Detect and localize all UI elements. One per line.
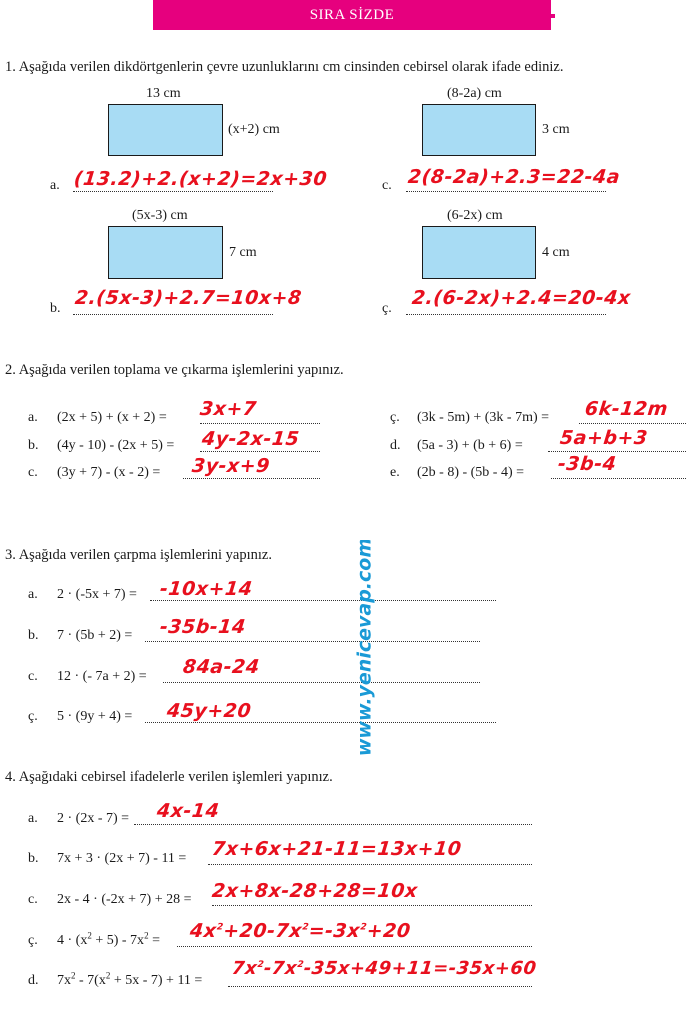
- q2e-answer: -3b-4: [556, 453, 618, 475]
- q1c-side-dim: 3 cm: [542, 122, 570, 137]
- q1-prompt: 1. Aşağıda verilen dikdörtgenlerin çevre uzunluklarını cm cinsinden cebirsel olarak ifade ediniz.: [5, 59, 564, 75]
- q3b-answer-line: [145, 641, 480, 642]
- q4c-answer-line: [212, 905, 532, 906]
- q1b-answer-line: [73, 314, 273, 315]
- q1b-top-dim: (5x-3) cm: [132, 208, 188, 223]
- q2e-answer-line: [551, 478, 686, 479]
- q4b-answer: 7x+6x+21-11=13x+10: [210, 838, 463, 860]
- q1b-rectangle: [108, 226, 223, 279]
- q1cc-answer-line: [406, 314, 606, 315]
- q3c-answer: 84a-24: [181, 656, 261, 678]
- q4-prompt: 4. Aşağıdaki cebirsel ifadelerle verilen işlemleri yapınız.: [5, 769, 333, 785]
- q2cc-answer-line: [579, 423, 686, 424]
- q1cc-rectangle: [422, 226, 536, 279]
- q2cc-answer: 6k-12m: [583, 398, 670, 420]
- q1a-answer-line: [73, 191, 273, 192]
- q3c-letter: c.: [28, 669, 38, 684]
- watermark: [345, 540, 385, 755]
- q4c-letter: c.: [28, 892, 38, 907]
- q3a-answer: -10x+14: [158, 578, 254, 600]
- q1b-side-dim: 7 cm: [229, 245, 257, 260]
- q2-prompt: 2. Aşağıda verilen toplama ve çıkarma işlemlerini yapınız.: [5, 362, 344, 378]
- q3cc-expr: 5 · (9y + 4) =: [57, 709, 133, 724]
- q2c-answer: 3y-x+9: [190, 455, 272, 477]
- q1c-top-dim: (8-2a) cm: [447, 86, 502, 101]
- q2a-letter: a.: [28, 410, 38, 425]
- q3cc-answer: 45y+20: [165, 700, 253, 722]
- q3c-expr: 12 · (- 7a + 2) =: [57, 669, 147, 684]
- q2d-expr: (5a - 3) + (b + 6) =: [417, 438, 523, 453]
- q1b-answer: 2.(5x-3)+2.7=10x+8: [73, 287, 303, 309]
- q1c-letter: c.: [382, 178, 392, 193]
- q1a-answer: (13.2)+2.(x+2)=2x+30: [72, 168, 329, 190]
- q2c-answer-line: [183, 478, 320, 479]
- q4a-answer: 4x-14: [155, 800, 221, 822]
- q2d-answer-line: [548, 451, 686, 452]
- q1a-top-dim: 13 cm: [146, 86, 181, 101]
- q1a-side-dim: (x+2) cm: [228, 122, 280, 137]
- q1cc-letter: ç.: [382, 301, 392, 316]
- q2d-letter: d.: [390, 438, 401, 453]
- q4cc-answer-line: [177, 946, 532, 947]
- q3c-answer-line: [163, 682, 480, 683]
- q4a-letter: a.: [28, 811, 38, 826]
- q1c-answer: 2(8-2a)+2.3=22-4a: [406, 166, 622, 188]
- q2a-answer: 3x+7: [198, 398, 258, 420]
- q2e-expr: (2b - 8) - (5b - 4) =: [417, 465, 525, 480]
- q2cc-expr: (3k - 5m) + (3k - 7m) =: [417, 410, 550, 425]
- section-title: SIRA SİZDE: [309, 6, 395, 23]
- q2a-answer-line: [200, 423, 320, 424]
- q4a-expr: 2 · (2x - 7) =: [57, 811, 130, 826]
- q1a-rectangle: [108, 104, 223, 156]
- header-accent-mark: [549, 14, 555, 18]
- q4c-answer: 2x+8x-28+28=10x: [210, 880, 419, 902]
- q4b-expr: 7x + 3 · (2x + 7) - 11 =: [57, 851, 187, 866]
- q3a-answer-line: [150, 600, 496, 601]
- section-header: [153, 0, 551, 30]
- q1cc-side-dim: 4 cm: [542, 245, 570, 260]
- q1b-letter: b.: [50, 301, 61, 316]
- q4cc-answer: $4x^2+20-7x^2=-3x^2+20$: [188, 920, 412, 942]
- q1cc-top-dim: (6-2x) cm: [447, 208, 503, 223]
- q4cc-letter: ç.: [28, 933, 38, 948]
- q3cc-letter: ç.: [28, 709, 38, 724]
- q2d-answer: 5a+b+3: [558, 427, 649, 449]
- q1c-answer-line: [406, 191, 606, 192]
- q2e-letter: e.: [390, 465, 400, 480]
- q4d-letter: d.: [28, 973, 39, 988]
- q2b-answer-line: [200, 451, 320, 452]
- q4b-letter: b.: [28, 851, 39, 866]
- q3-prompt: 3. Aşağıda verilen çarpma işlemlerini yapınız.: [5, 547, 272, 563]
- q4d-answer-line: [228, 986, 532, 987]
- q3b-answer: -35b-14: [158, 616, 247, 638]
- watermark-text: www.yenicevap.com: [353, 540, 376, 755]
- q2c-expr: (3y + 7) - (x - 2) =: [57, 465, 161, 480]
- q4cc-expr: $4 \cdot (x^2 + 5) - 7x^2$ =: [57, 930, 160, 948]
- q4a-answer-line: [134, 824, 532, 825]
- q1c-rectangle: [422, 104, 536, 156]
- q2cc-letter: ç.: [390, 410, 400, 425]
- q4b-answer-line: [208, 864, 532, 865]
- q2b-letter: b.: [28, 438, 39, 453]
- q1a-letter: a.: [50, 178, 60, 193]
- q2b-answer: 4y-2x-15: [200, 428, 301, 450]
- q2c-letter: c.: [28, 465, 38, 480]
- q2b-expr: (4y - 10) - (2x + 5) =: [57, 438, 175, 453]
- q4d-answer: $7x^2-7x^2-35x+49+11=-35x+60$: [230, 958, 538, 979]
- q3a-letter: a.: [28, 587, 38, 602]
- q4d-expr: $7x^2 - 7(x^2 + 5x - 7) + 11$ =: [57, 970, 203, 988]
- q4c-expr: 2x - 4 · (-2x + 7) + 28 =: [57, 892, 192, 907]
- q3cc-answer-line: [145, 722, 496, 723]
- q1cc-answer: 2.(6-2x)+2.4=20-4x: [410, 287, 632, 309]
- q3b-expr: 7 · (5b + 2) =: [57, 628, 133, 643]
- q2a-expr: (2x + 5) + (x + 2) =: [57, 410, 167, 425]
- q3a-expr: 2 · (-5x + 7) =: [57, 587, 137, 602]
- q3b-letter: b.: [28, 628, 39, 643]
